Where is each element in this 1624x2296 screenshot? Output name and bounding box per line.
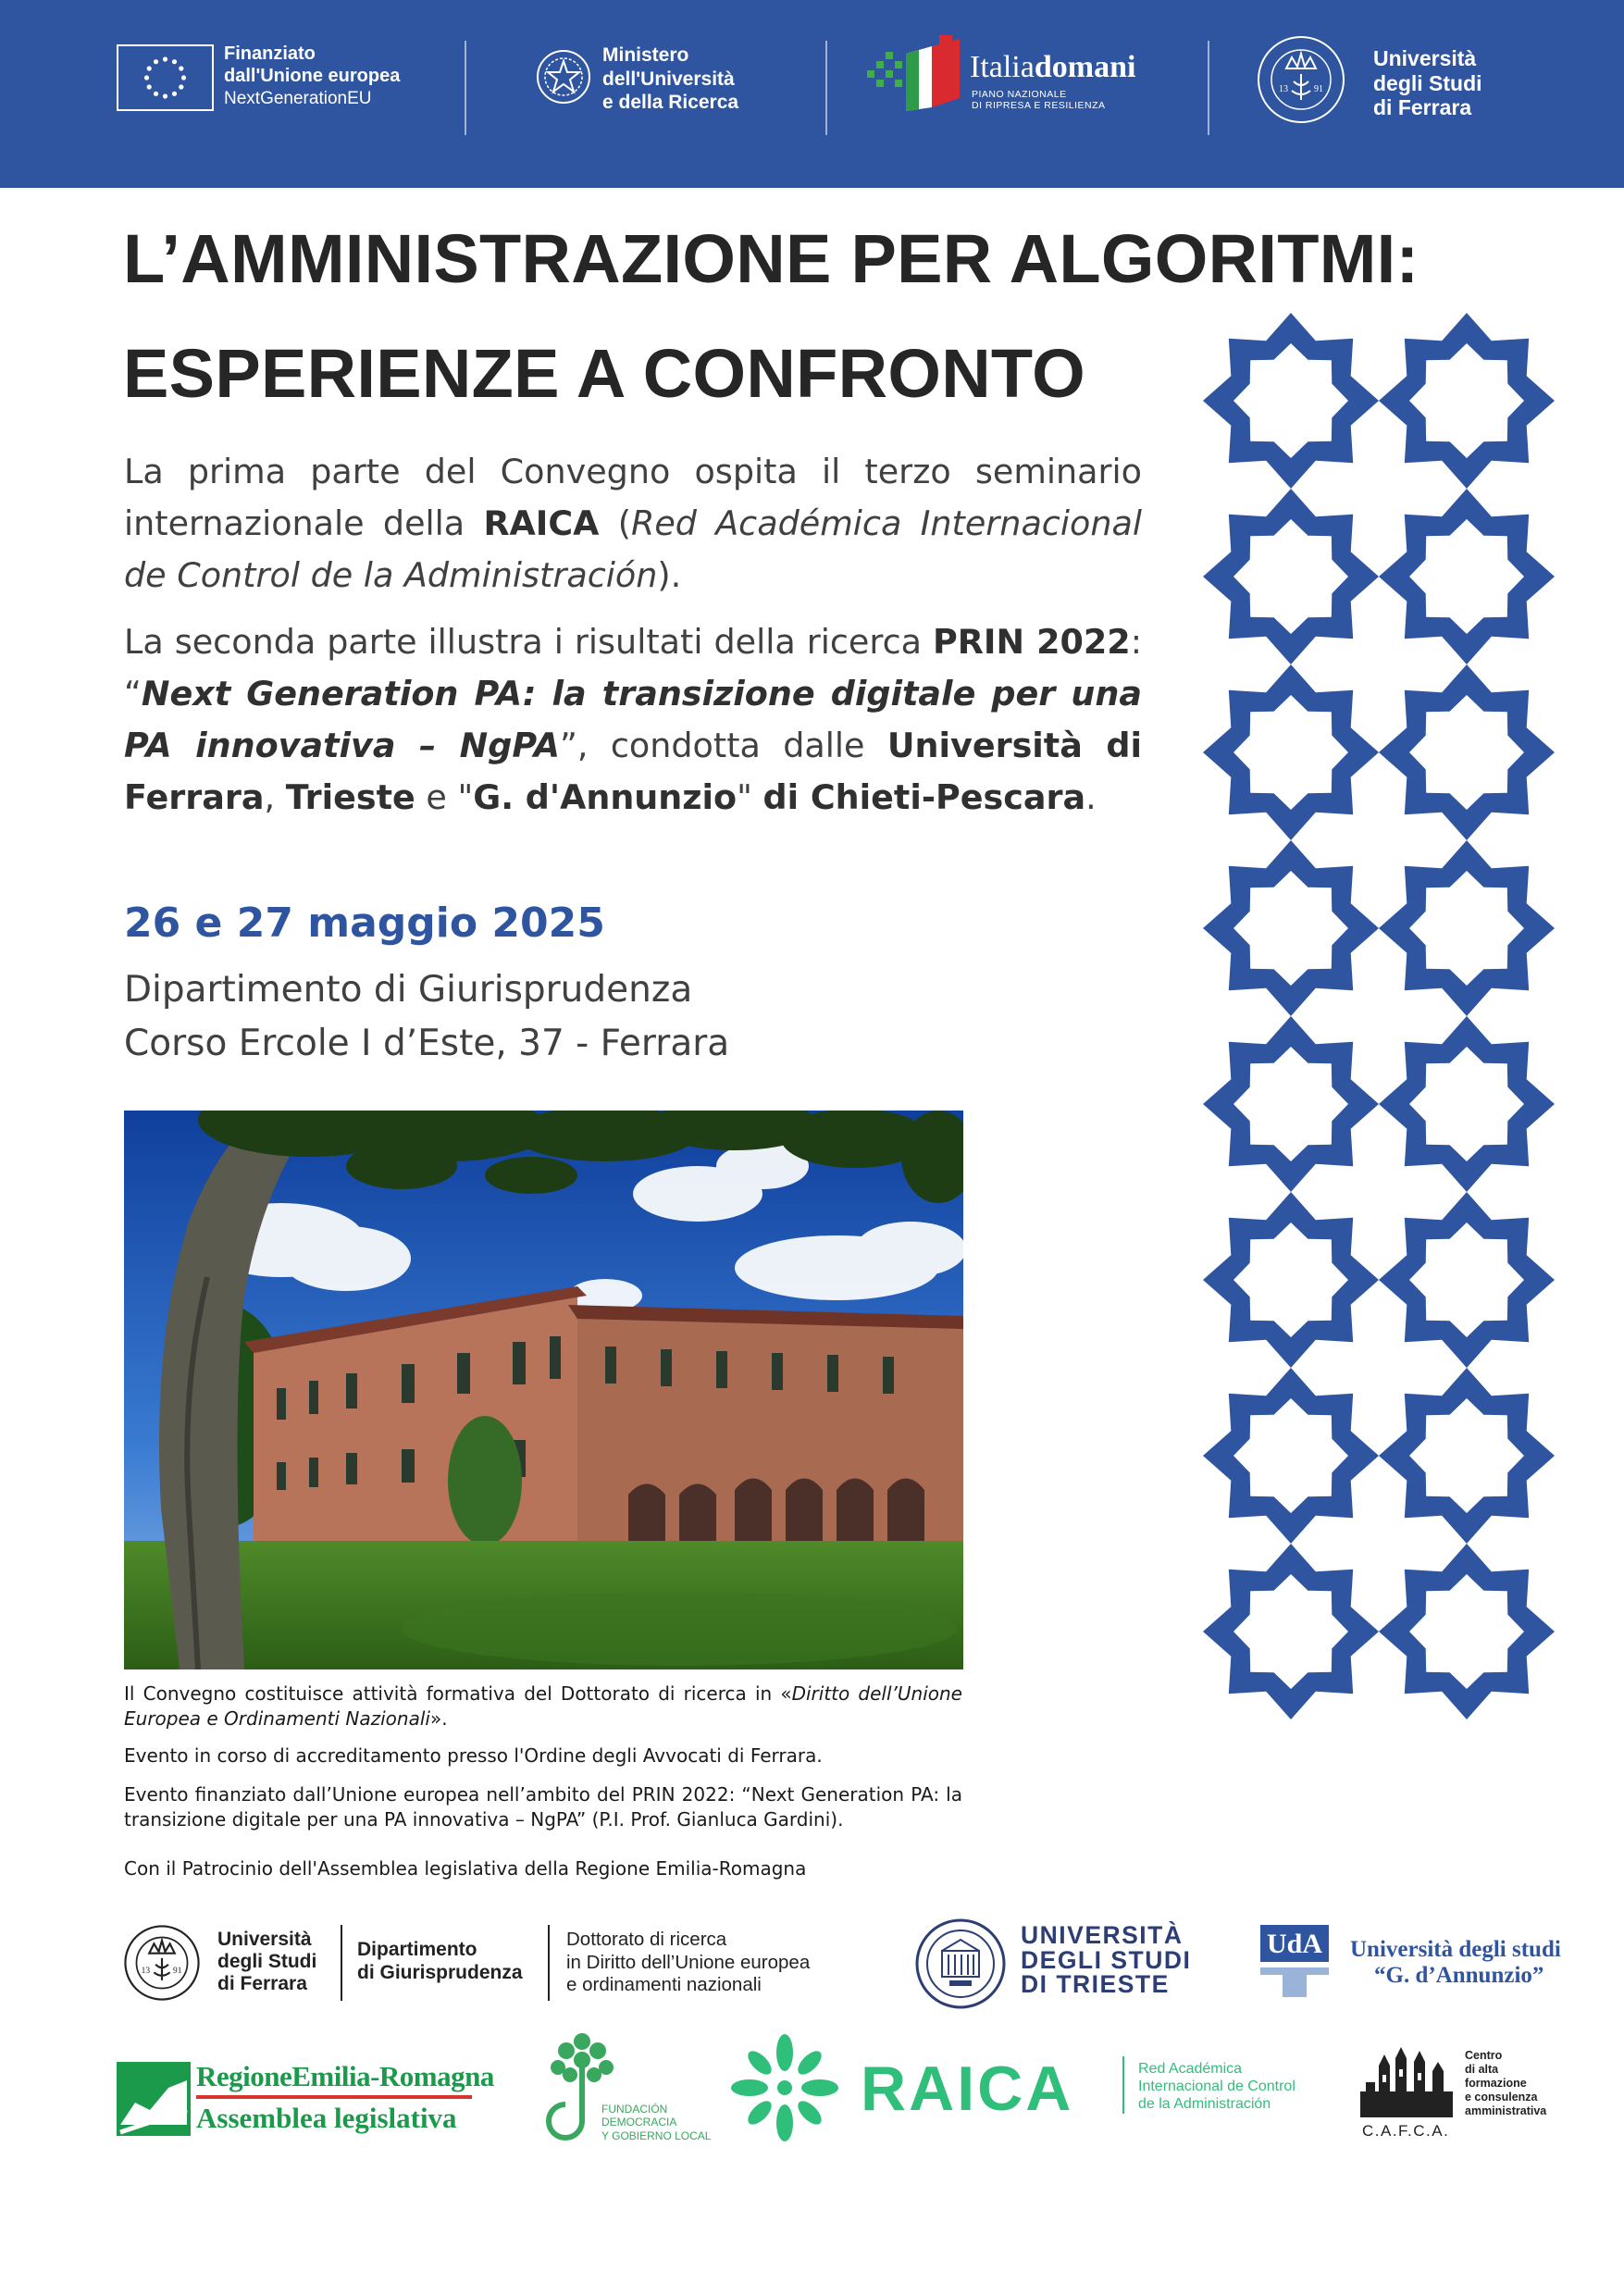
fundacion-line3: Y GOBIERNO LOCAL bbox=[601, 2128, 712, 2142]
phd-footer-text bbox=[566, 1929, 810, 1997]
star-tile-inner bbox=[1409, 695, 1524, 810]
event-address: Corso Ercole I d’Este, 37 - Ferrara bbox=[124, 1023, 730, 1064]
raica-flower-icon bbox=[727, 2030, 842, 2150]
uda-line1: Università degli studi bbox=[1350, 1937, 1561, 1962]
star-tile-inner bbox=[1409, 519, 1524, 634]
svg-text:UdA: UdA bbox=[1266, 1929, 1323, 1959]
trieste-line2: DEGLI STUDI bbox=[1021, 1945, 1192, 1974]
trieste-seal-icon bbox=[914, 1917, 1007, 2015]
regione-line1: RegioneEmilia-Romagna bbox=[196, 2060, 494, 2092]
domani-word: domani bbox=[1034, 50, 1136, 84]
star-tile-inner bbox=[1409, 1047, 1524, 1161]
star-tile-inner bbox=[1233, 871, 1348, 986]
raica-sub2: Internacional de Control bbox=[1138, 2079, 1295, 2095]
note-patronage: Con il Patrocinio dell'Assemblea legislativa della Regione Emilia-Romagna bbox=[124, 1857, 807, 1880]
raica-divider bbox=[1122, 2056, 1124, 2114]
eu-line2: dall'Unione europea bbox=[224, 66, 401, 87]
phd-line1: Dottorato di ricerca bbox=[566, 1929, 727, 1950]
footer-divider bbox=[548, 1925, 550, 2001]
mur-line2: dell'Università bbox=[602, 68, 735, 90]
uda-line2: “G. d’Annunzio” bbox=[1374, 1962, 1544, 1988]
unife-line1: Università bbox=[1373, 46, 1477, 70]
event-venue: Dipartimento di Giurisprudenza bbox=[124, 969, 693, 1011]
republic-emblem-icon bbox=[535, 48, 592, 110]
italia-domani-flag-icon bbox=[865, 33, 967, 121]
unife-line2: degli Studi bbox=[1373, 70, 1482, 95]
italia-domani-wordmark bbox=[970, 50, 1135, 85]
unife-footer-text bbox=[217, 1929, 316, 1995]
star-tile-inner bbox=[1233, 1047, 1348, 1161]
cafca-line1: Centro bbox=[1465, 2049, 1503, 2062]
unife-seal-icon bbox=[1255, 33, 1347, 130]
uda-logo-icon bbox=[1257, 1921, 1333, 2005]
fundacion-text bbox=[601, 2103, 711, 2142]
star-tile-inner bbox=[1233, 1398, 1348, 1513]
svg-text:91: 91 bbox=[1314, 84, 1323, 94]
decorative-star-pattern bbox=[1203, 313, 1573, 1905]
star-tile-inner bbox=[1233, 343, 1348, 458]
raica-wordmark: RAICA bbox=[861, 2054, 1074, 2124]
raica-bold: RAICA bbox=[483, 503, 600, 543]
fundacion-line1: FUNDACIÓN bbox=[601, 2103, 668, 2116]
unife-header-text bbox=[1373, 46, 1482, 120]
title-line2: ESPERIENZE A CONFRONTO bbox=[123, 335, 1085, 412]
unife-line3: di Ferrara bbox=[1373, 95, 1472, 120]
unife-footer-line3: di Ferrara bbox=[217, 1973, 307, 1995]
eu-logo-text bbox=[224, 43, 400, 109]
note-accreditation: Evento in corso di accreditamento presso l'Ordine degli Avvocati di Ferrara. bbox=[124, 1744, 823, 1767]
regione-red-rule bbox=[196, 2095, 472, 2099]
regione-er-text bbox=[196, 2062, 494, 2132]
title-line1: L’AMMINISTRAZIONE PER ALGORITMI: bbox=[123, 220, 1419, 297]
italia-word: Italia bbox=[970, 50, 1035, 84]
unife-footer-seal-icon bbox=[122, 1923, 202, 2007]
intro-paragraph-1: La prima parte del Convegno ospita il terzo seminario internazionale della RAICA (Red Académica Internacional de Control de la Administración). bbox=[124, 452, 1142, 595]
building-photo bbox=[124, 1111, 963, 1669]
trieste-line3: DI TRIESTE bbox=[1021, 1970, 1170, 1998]
eu-line1: Finanziato bbox=[224, 43, 316, 64]
phd-program-name: Diritto dell’Unione Europea e Ordinamenti Nazionali bbox=[124, 1682, 962, 1730]
phd-line2: in Diritto dell’Unione europea bbox=[566, 1951, 811, 1973]
star-tile-inner bbox=[1409, 1398, 1524, 1513]
mur-line3: e della Ricerca bbox=[602, 92, 739, 114]
trieste-footer-text bbox=[1021, 1923, 1191, 1997]
regione-er-logo-icon bbox=[117, 2062, 191, 2141]
cafca-line5: amministrativa bbox=[1465, 2104, 1547, 2117]
dept-line1: Dipartimento bbox=[357, 1939, 477, 1960]
trieste-line1: UNIVERSITÀ bbox=[1021, 1921, 1184, 1949]
svg-text:91: 91 bbox=[173, 1967, 182, 1977]
dept-footer-text bbox=[357, 1939, 523, 1985]
cafca-name: C.A.F.C.A. bbox=[1362, 2122, 1450, 2140]
star-tile-inner bbox=[1233, 695, 1348, 810]
cafca-line2: di alta bbox=[1465, 2063, 1499, 2076]
prin-bold: PRIN 2022 bbox=[933, 622, 1131, 662]
footer-divider bbox=[341, 1925, 342, 2001]
note-funding: Evento finanziato dall’Unione europea nell’ambito del PRIN 2022: “Next Generation PA: la transizione digitale per una PA innovativa – NgPA” (P.I. Prof. Gianluca Gardini). bbox=[124, 1783, 962, 1831]
star-tile-inner bbox=[1233, 1222, 1348, 1337]
italia-sub2: DI RIPRESA E RESILIENZA bbox=[972, 100, 1106, 112]
research-title: Next Generation PA: la transizione digitale per una PA innovativa – NgPA bbox=[124, 674, 1142, 765]
mur-line1: Ministero bbox=[602, 44, 689, 66]
header-divider bbox=[825, 41, 827, 135]
raica-fullname: Red Académica Internacional de Control de la Administración bbox=[124, 503, 1142, 595]
italia-domani-subtitle bbox=[972, 89, 1106, 111]
header-divider bbox=[465, 41, 466, 135]
star-tile-inner bbox=[1409, 343, 1524, 458]
star-tile-inner bbox=[1409, 1574, 1524, 1689]
star-tile-inner bbox=[1409, 1222, 1524, 1337]
star-tile-inner bbox=[1409, 871, 1524, 986]
raica-subtitle bbox=[1138, 2060, 1295, 2114]
star-tile-inner bbox=[1233, 1574, 1348, 1689]
italia-sub1: PIANO NAZIONALE bbox=[972, 89, 1067, 100]
uda-footer-text bbox=[1350, 1937, 1561, 1988]
unife-footer-line2: degli Studi bbox=[217, 1951, 317, 1973]
eu-line3: NextGenerationEU bbox=[224, 88, 372, 108]
cafca-skyline-icon bbox=[1357, 2045, 1457, 2122]
mur-logo-text bbox=[602, 43, 738, 115]
svg-text:13: 13 bbox=[1279, 84, 1288, 94]
header-divider bbox=[1208, 41, 1209, 135]
dept-line2: di Giurisprudenza bbox=[357, 1961, 523, 1983]
svg-text:13: 13 bbox=[141, 1967, 151, 1977]
fundacion-line2: DEMOCRACIA bbox=[601, 2116, 677, 2129]
cafca-subtitle bbox=[1465, 2049, 1546, 2118]
eu-stars-icon bbox=[118, 46, 212, 109]
cafca-line4: e consulenza bbox=[1465, 2091, 1538, 2104]
star-tile-inner bbox=[1233, 519, 1348, 634]
unife-footer-line1: Università bbox=[217, 1929, 312, 1950]
phd-line3: e ordinamenti nazionali bbox=[566, 1974, 762, 1996]
raica-sub3: de la Administración bbox=[1138, 2096, 1271, 2113]
note-doctorate: Il Convegno costituisce attività formativa del Dottorato di ricerca in «Diritto dell’Unione Europea e Ordinamenti Nazionali». bbox=[124, 1682, 962, 1730]
event-date: 26 e 27 maggio 2025 bbox=[124, 900, 605, 947]
cafca-line3: formazione bbox=[1465, 2077, 1527, 2090]
regione-line2: Assemblea legislativa bbox=[196, 2102, 457, 2134]
eu-logo bbox=[117, 44, 214, 111]
raica-sub1: Red Académica bbox=[1138, 2061, 1243, 2077]
header-band bbox=[0, 0, 1624, 188]
intro-paragraph-2: La seconda parte illustra i risultati della ricerca PRIN 2022: “Next Generation PA: la transizione digitale per una PA innovativa – NgPA”, condotta dalle Università di Ferrara, Trieste e "G. d'Annunzio" di Chieti-Pescara. bbox=[124, 622, 1143, 817]
